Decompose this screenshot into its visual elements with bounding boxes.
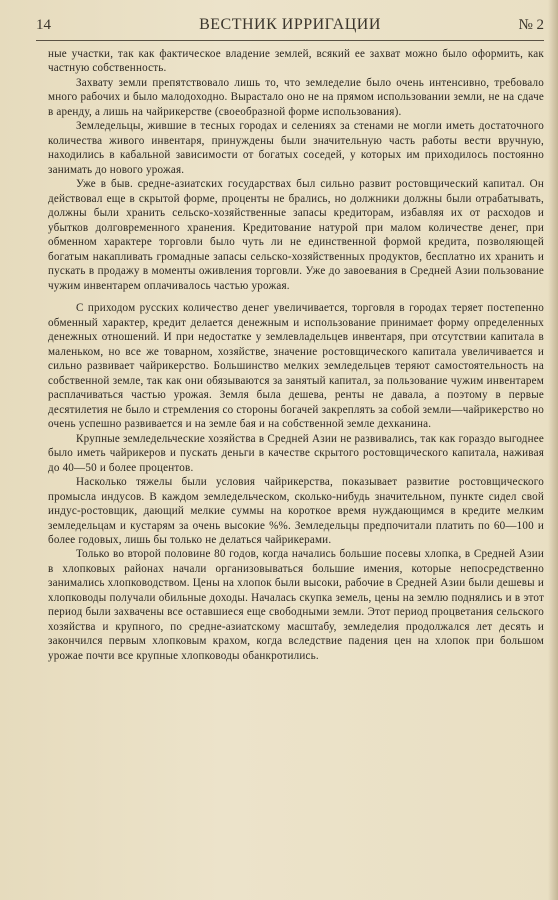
issue-number: № 2 — [518, 17, 544, 33]
article-body — [48, 47, 544, 663]
paragraph: ные участки, так как фактическое владение землей, всякий ее захват можно было оформить, как частную собственность. — [48, 48, 544, 75]
paragraph: Крупные земледельческие хозяйства в Средней Азии не развивались, так как гораздо выгоднее было иметь чайрикеров и пускать деньги в качестве скрытого ростовщического капитала, наживая до 40—50 и более процентов. — [48, 432, 544, 474]
paragraph: Уже в быв. средне-азиатских государствах был сильно развит ростовщический капитал. Он действовал еще в скрытой форме, проценты не брались, но должники должны были отрабатывать, должны были хранить сельско-хозяйственные запасы кредиторам, избавляя их от расходов и убытков долговременного хранения. Кредитование натурой при малом количестве денег, при обменном характере торговли было чуть ли не единственной формой кредита, позволяющей богатым накапливать громадные запасы сельско-хозяйственных продуктов, бесплатно их хранить и пускать в продажу в моменты оживления торговли. Уже до завоевания в Средней Азии пользование чужим инвентарем оплачивалось частью урожая. — [48, 178, 544, 292]
running-header — [36, 16, 544, 38]
paragraph: Только во второй половине 80 годов, когда начались большие посевы хлопка, в Средней Азии в хлопковых районах начали организовываться большие имения, которые непосредственно занимались хлопководством. Цены на хлопок были высоки, рабочие в Средней Азии были дешевы и хлопководы получали обильные доходы. Началась скупка земель, цены на землю поднялись и в этот период были захвачены все оставшиеся еще свободными земли. Этот период процветания сельского хозяйства и крупного, по средне-азиатскому масштабу, земледелия продолжался лет десять и закончился первым хлопковым крахом, когда вследствие падения цен на хлопок при большом урожае почти все крупные хлопководы обанкротились. — [48, 548, 544, 662]
page-spine-shadow — [548, 0, 558, 900]
paragraph: С приходом русских количество денег увеличивается, торговля в городах теряет постепенно обменный характер, кредит делается денежным и использование принимает форму определенных денежных отношений. И при недостатке у землевладельцев инвентаря, при отсутствии капитала в маленьком, но все же товарном, хозяйстве, значение ростовщического капитала увеличивается и сильно развивает чайрикерство. Большинство мелких земледельцев теряют самостоятельность на собственной земле, так как они обязываются за занятый капитал, за пользование чужим инвентарем расплачиваться частью урожая. Земля была дешева, ренты не давала, а поэтому в первые десятилетия не было и стремления со стороны богачей закреплять за собой земли—чайрикерство но очень успешно развивается и на земле бая и на собственной земле дехканина. — [48, 302, 544, 431]
paragraph: Земледельцы, жившие в тесных городах и селениях за стенами не могли иметь достаточного количества живого инвентаря, принуждены были значительную часть работы вести вручную, находились в кабальной зависимости от богатых соседей, у которых им приходилось постоянно занимать до нового урожая. — [48, 120, 544, 176]
header-rule — [36, 40, 544, 41]
page-number: 14 — [36, 17, 51, 33]
paragraph: Захвату земли препятствовало лишь то, что земледелие было очень интенсивно, требовало много рабочих и было малодоходно. Вырастало оно не на прямом использовании земли, не на сдаче в аренду, а лишь на чайрикерстве (своеобразной форме использования). — [48, 76, 544, 118]
journal-title: ВЕСТНИК ИРРИГАЦИИ — [199, 16, 381, 33]
paragraph: Насколько тяжелы были условия чайрикерства, показывает развитие ростовщического промысла индусов. В каждом земледельческом, сколько-нибудь значительном, пункте сидел свой индус-ростовщик, дающий мелкие суммы на короткое время нуждающимся в кредите мелким земледельцам и кустарям за очень высокие %%. Земледельцы предпочитали платить по 60—100 и более годовых, лишь бы только не делаться чайрикерами. — [48, 476, 544, 546]
